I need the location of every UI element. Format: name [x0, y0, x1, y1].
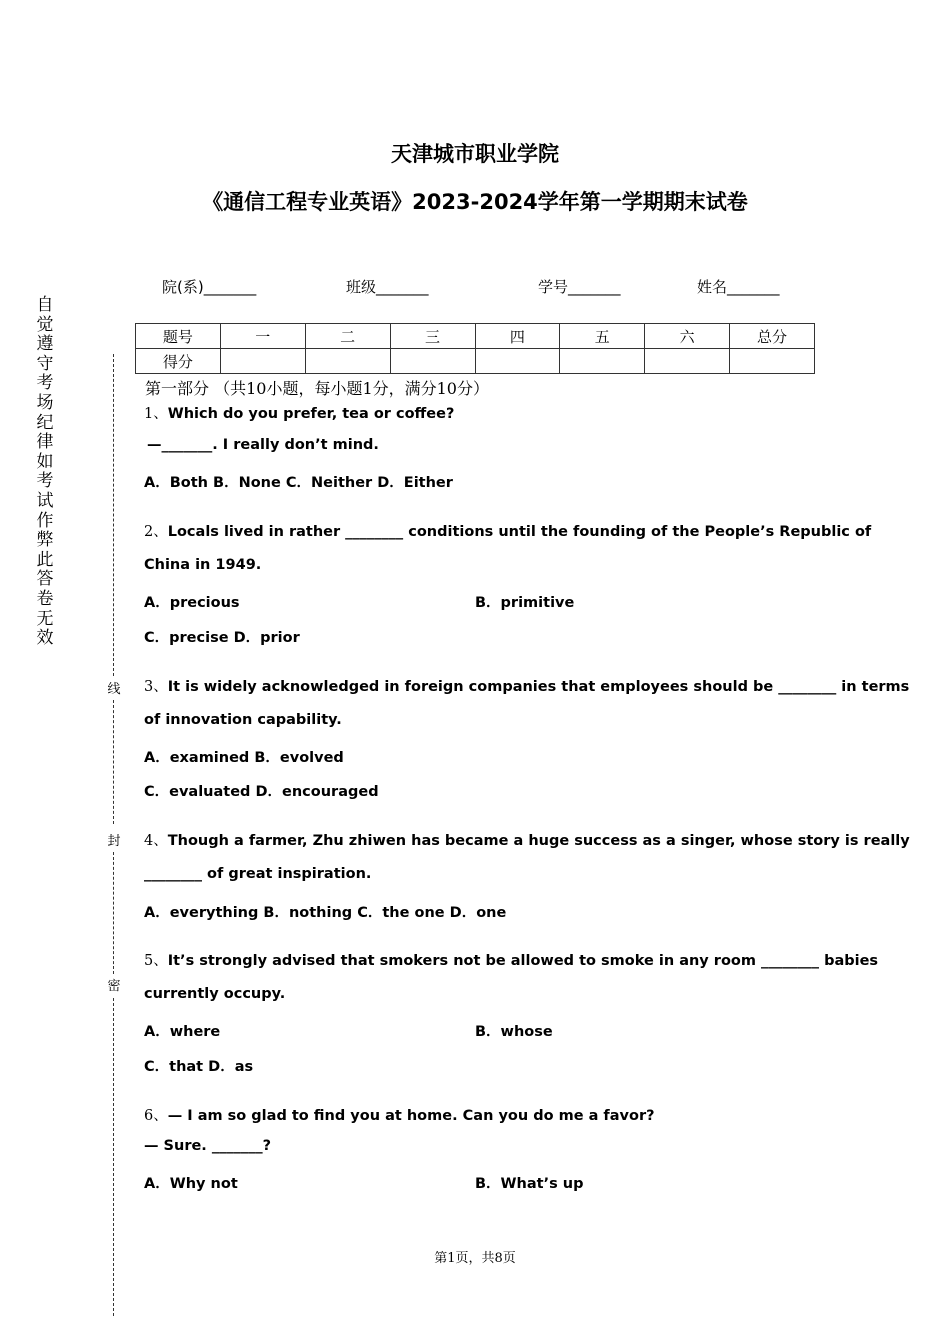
question-text: Locals lived in rather ________ conditions until the founding of the People’s Republic of: [167, 524, 872, 540]
question-4-options: A．everything B．nothing C．the one D．one: [144, 905, 507, 921]
page-footer: 第1页，共8页: [434, 1251, 516, 1266]
score-table-header-row: [136, 324, 815, 349]
score-cell: [305, 349, 390, 374]
question-6-option-b: B．What’s up: [475, 1176, 584, 1192]
question-3-options-cd: C．evaluated D．encouraged: [144, 784, 379, 800]
department-field: 院(系)_______: [162, 278, 257, 296]
class-field: 班级_______: [346, 278, 429, 296]
question-6-option-a: A．Why not: [144, 1176, 238, 1192]
binding-line: [113, 852, 114, 974]
question-text: Which do you prefer, tea or coffee?: [167, 406, 455, 422]
question-number: 3、: [144, 679, 168, 695]
score-cell: [560, 349, 645, 374]
question-1-line2: —_______. I really don’t mind.: [147, 437, 379, 453]
student-id-field: 学号_______: [538, 278, 621, 296]
side-notice: 自觉遵守考场纪律如考试作弊此答卷无效: [36, 295, 54, 649]
score-header-cell: 二: [305, 324, 390, 349]
question-2-options-cd: C．precise D．prior: [144, 630, 300, 646]
score-header-cell: 六: [645, 324, 730, 349]
binding-mark-line: 线: [106, 678, 122, 697]
question-4: [144, 829, 910, 850]
question-4-line2: ________ of great inspiration.: [144, 866, 372, 882]
question-5-line2: currently occupy.: [144, 986, 286, 1002]
question-5: [144, 949, 878, 970]
score-cell: [475, 349, 560, 374]
binding-line: [113, 700, 114, 824]
score-header-cell: 一: [220, 324, 305, 349]
binding-line: [113, 354, 114, 676]
score-table-score-row: [136, 349, 815, 374]
question-5-option-a: A．where: [144, 1024, 221, 1040]
score-cell: [645, 349, 730, 374]
question-text: — I am so glad to find you at home. Can you do me a favor?: [167, 1108, 655, 1124]
question-number: 1、: [144, 406, 168, 422]
score-header-cell: 四: [475, 324, 560, 349]
score-table: [135, 323, 815, 374]
score-cell: [730, 349, 815, 374]
binding-line: [113, 998, 114, 1316]
question-5-option-b: B．whose: [475, 1024, 553, 1040]
question-2-option-b: B．primitive: [475, 595, 575, 611]
question-number: 4、: [144, 833, 168, 849]
question-text: It’s strongly advised that smokers not be allowed to smoke in any room ________ babies: [167, 953, 879, 969]
question-3: [144, 675, 909, 696]
question-5-options-cd: C．that D．as: [144, 1059, 254, 1075]
section-title: 第一部分 （共10小题，每小题1分，满分10分）: [145, 379, 489, 398]
question-2: [144, 520, 871, 541]
question-text: Though a farmer, Zhu zhiwen has became a huge success as a singer, whose story is really: [167, 833, 910, 849]
question-text: It is widely acknowledged in foreign companies that employees should be ________ in terms: [167, 679, 910, 695]
binding-mark-secret: 密: [106, 975, 122, 994]
exam-title: 《通信工程专业英语》2023-2024学年第一学期期末试卷: [202, 190, 748, 214]
question-number: 2、: [144, 524, 168, 540]
score-header-cell: 三: [390, 324, 475, 349]
score-header-cell: 题号: [136, 324, 221, 349]
question-2-line2: China in 1949.: [144, 557, 262, 573]
score-cell: [390, 349, 475, 374]
school-name: 天津城市职业学院: [391, 142, 559, 166]
score-header-cell: 总分: [730, 324, 815, 349]
question-6-line2: — Sure. _______?: [144, 1138, 272, 1154]
binding-mark-seal: 封: [106, 830, 122, 849]
question-3-line2: of innovation capability.: [144, 712, 342, 728]
score-cell: [220, 349, 305, 374]
question-6: [144, 1104, 655, 1125]
question-number: 6、: [144, 1108, 168, 1124]
score-header-cell: 五: [560, 324, 645, 349]
question-1-options: A．Both B．None C．Neither D．Either: [144, 475, 453, 491]
question-1: [144, 402, 454, 423]
question-number: 5、: [144, 953, 168, 969]
score-row-label: 得分: [136, 349, 221, 374]
question-3-options-ab: A．examined B．evolved: [144, 750, 344, 766]
question-2-option-a: A．precious: [144, 595, 240, 611]
name-field: 姓名_______: [697, 278, 780, 296]
